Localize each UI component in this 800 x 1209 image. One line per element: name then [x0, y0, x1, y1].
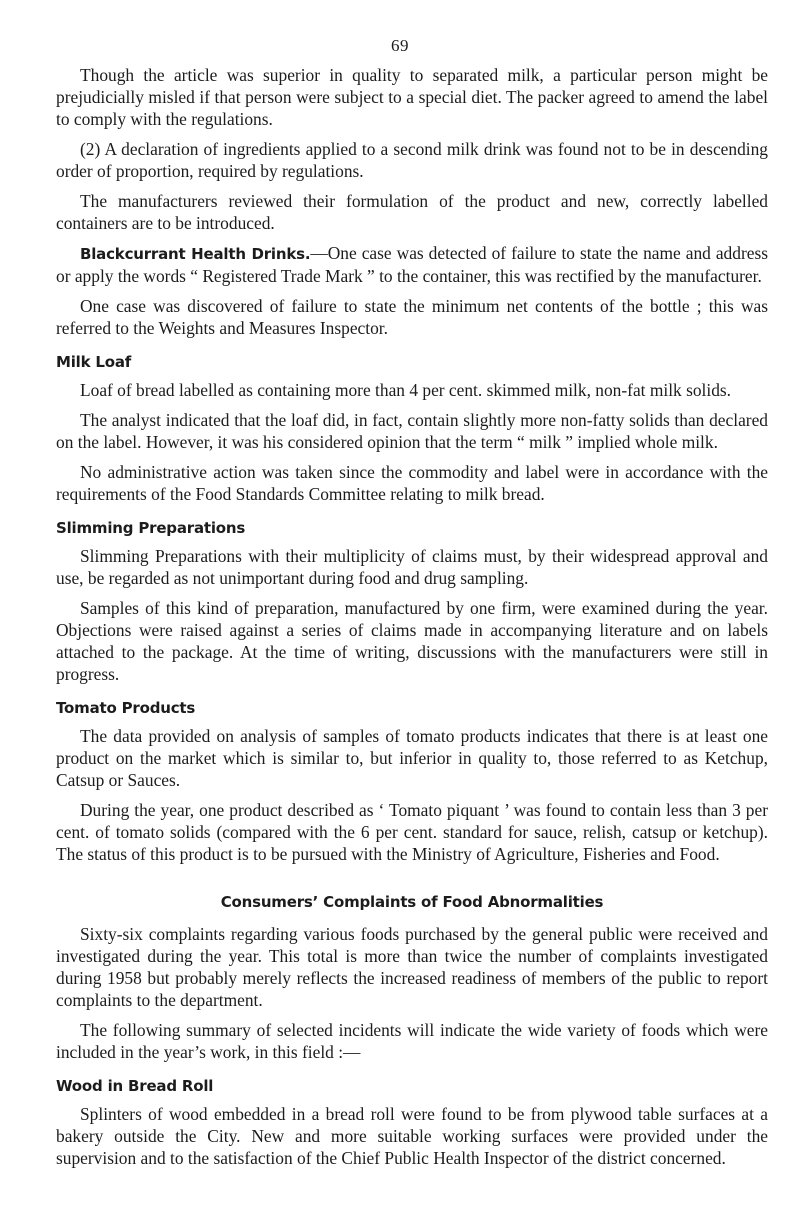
section-heading-milk-loaf: Milk Loaf — [56, 353, 132, 371]
paragraph: No administrative action was taken since the commodity and label were in accordance with the requirements of the Food Standards Committee relating to milk bread. — [56, 462, 768, 504]
paragraph-blackcurrant — [56, 242, 768, 287]
paragraph: Though the article was superior in quality to separated milk, a particular person might be prejudicially misled if that person were subject to a special diet. The packer agreed to amend the label to comply with the regulations. — [56, 65, 768, 129]
paragraph: The following summary of selected incidents will indicate the wide variety of foods which were included in the year’s work, in this field :— — [56, 1020, 768, 1062]
paragraph: One case was discovered of failure to state the minimum net contents of the bottle ; this was referred to the Weights and Measures Inspector. — [56, 296, 768, 338]
section-heading-tomato: Tomato Products — [56, 699, 196, 717]
paragraph: Samples of this kind of preparation, manufactured by one firm, were examined during the year. Objections were raised against a series of claims made in accompanying literature and on labels attached to the package. At the time of writing, discussions with the manufacturers were still in progress. — [56, 598, 768, 684]
paragraph: Splinters of wood embedded in a bread roll were found to be from plywood table surfaces at a bakery outside the City. New and more suitable working surfaces were provided under the supervision and to the satisfaction of the Chief Public Health Inspector of the district concerned. — [56, 1104, 768, 1168]
section-heading-complaints: Consumers’ Complaints of Food Abnormalities — [220, 893, 604, 911]
paragraph: (2) A declaration of ingredients applied to a second milk drink was found not to be in descending order of proportion, required by regulations. — [56, 139, 768, 181]
paragraph: The analyst indicated that the loaf did, in fact, contain slightly more non-fatty solids than declared on the label. However, it was his considered opinion that the term “ milk ” implied whole milk. — [56, 410, 768, 452]
paragraph-text: —One case was detected of failure to state the name and address or apply the words “ Registered Trade Mark ” to the container, this was rectified by the manufacturer. — [56, 243, 768, 286]
section-heading-wood: Wood in Bread Roll — [56, 1077, 214, 1095]
section-heading-slimming: Slimming Preparations — [56, 519, 246, 537]
paragraph: During the year, one product described as ‘ Tomato piquant ’ was found to contain less than 3 per cent. of tomato solids (compared with the 6 per cent. standard for sauce, relish, catsup or ketchup). The status of this product is to be pursued with the Ministry of Agriculture, Fisheries and Food. — [56, 800, 768, 864]
page-number: 69 — [391, 36, 409, 55]
document-body — [56, 64, 768, 1177]
paragraph: The manufacturers reviewed their formulation of the product and new, correctly labelled containers are to be introduced. — [56, 191, 768, 233]
paragraph: Loaf of bread labelled as containing more than 4 per cent. skimmed milk, non-fat milk solids. — [80, 380, 732, 400]
paragraph: Sixty-six complaints regarding various foods purchased by the general public were received and investigated during the year. This total is more than twice the number of complaints investigated during 1958 but probably merely reflects the increased readiness of members of the public to report complaints to the department. — [56, 924, 768, 1010]
inline-heading-blackcurrant: Blackcurrant Health Drinks. — [80, 245, 311, 263]
paragraph: Slimming Preparations with their multiplicity of claims must, by their widespread approval and use, be regarded as not unimportant during food and drug sampling. — [56, 546, 768, 588]
paragraph: The data provided on analysis of samples of tomato products indicates that there is at least one product on the market which is similar to, but inferior in quality to, those referred to as Ketchup, Catsup or Sauces. — [56, 726, 768, 790]
